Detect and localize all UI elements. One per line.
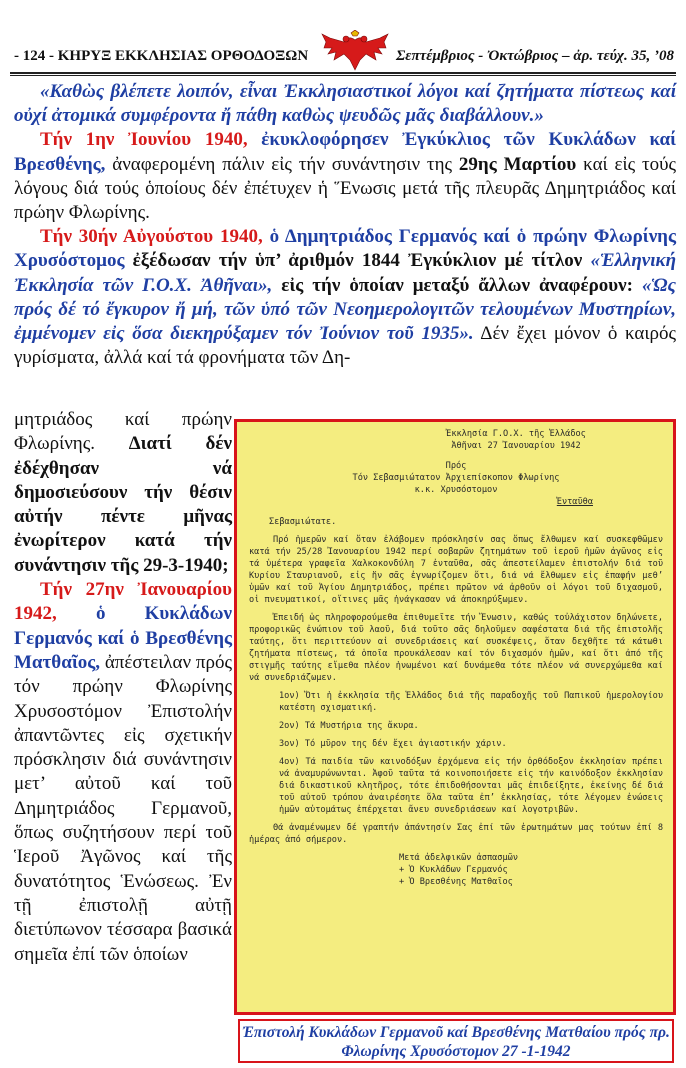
image-caption: Ἐπιστολή Κυκλάδων Γερμανοῦ καί Βρεσθένης Ματθαίου πρός πρ. Φλωρίνης Χρυσόστομον 27 -1-1942 <box>238 1019 674 1063</box>
sender-demetrias: ὁ Δημητριάδος Γερμανός καί ὁ πρώην Φλωρίνης Χρυσόστομος <box>14 226 676 272</box>
letter-point: 1ον) Ὅτι ἡ ἐκκλησία τῆς Ἑλλάδος διά τῆς παραδοχῆς τοῦ Παπικοῦ ἡμερολογίου κατέστη σχισματική. <box>279 691 663 713</box>
letter-date: Ἀθῆναι 27 Ἰανουαρίου 1942 <box>451 441 581 451</box>
scanned-letter-image <box>234 419 676 1015</box>
letter-paragraph: Ἐπειδή ὡς πληροφορούμεθα ἐπιθυμεῖτε τήν Ἕνωσιν, καθώς τοὐλάχιστον δηλώνετε, προφορικῶς ἐνώπιον τοῦ λαοῦ, διά τοῦτο σᾶς δηλοῦμεν σαφέστατα διά τῆς ἐπιστολῆς ταύτης, ὅτι περιττεύουν αἱ συνεδριάσεις καί συσκέψεις, ὅταν δεχθῆτε τά κάτωθι ζητήματα πίστεως, τά ὁποῖα προυκάλεσαν καί τόν διχασμόν ἡμῶν, καί ὅτι ἀπό τῆς στιγμῆς ταύτης εἴμεθα πλέον ἡνωμένοι καί δυνάμεθα τότε πλέον νά συνερχώμεθα καί νά συνεδριάζωμεν. <box>249 613 663 683</box>
sender-cyclades: ἐκυκλοφόρησεν Ἐγκύκλιος τῶν Κυκλάδων καί Βρεσθένης, <box>14 129 676 175</box>
paragraph-question <box>14 408 232 578</box>
paragraph-june-1940 <box>14 128 676 225</box>
article-body-left-column <box>14 408 232 967</box>
date-march: 29ης Μαρτίου <box>458 153 577 175</box>
letter-text <box>249 428 663 1006</box>
page-number: - 124 - <box>14 48 54 64</box>
letter-salutation: Σεβασμιώτατε. <box>269 517 337 527</box>
text-run: μητριάδος καί πρώην Φλωρίνης. <box>14 409 232 455</box>
double-headed-eagle-icon <box>320 30 390 72</box>
issue-info: Σεπτέμβριος - Ὀκτώβριος – ἀρ. τεύχ. 35, ’08 <box>396 48 674 64</box>
encyclical-quote: «Ὡς πρός δέ τό ἔγκυρον ἤ μή, τῶν ὑπό τῶν Νεοημερολογιτῶν τελουμένων Μυστηρίων, ἐμμένομεν εἰς ὅσα διεκηρύξαμεν τόν Ἰούνιον τοῦ 1935». <box>14 274 676 345</box>
journal-title: ΚΗΡΥΞ ΕΚΚΛΗΣΙΑΣ ΟΡΘΟΔΟΞΩΝ <box>57 48 309 64</box>
text-run: ἀπέστειλαν πρός τόν πρώην Φλωρίνης Χρυσοστόμον Ἐπιστολήν ἀπαντῶντες εἰς σχετικήν πρόσκλησιν διά συνάντησιν μετ’ αὐτοῦ καί τοῦ Δημητριάδος Γερμανοῦ, ὅπως συζητήσουν περί τοῦ Ἱεροῦ Ἀγῶνος καί τῆς δυνατότητος Ἑνώσεως. Ἐν τῇ ἐπιστολῇ αὐτῇ διετύπωνον τέσσαρα βασικά σημεῖα ἐπί τῶν ὁποίων <box>14 651 232 965</box>
letter-point: 2ον) Τά Μυστήρια της ἄκυρα. <box>279 721 419 731</box>
date-january-1942: Τήν 27ην Ἰανουαρίου 1942, <box>14 579 232 625</box>
letter-paragraph: Πρό ἡμερῶν καί ὅταν ἐλάβομεν πρόσκλησίν σας ὅπως ἔλθωμεν καί συσκεφθῶμεν κατά τήν 25/28 Ἰανουαρίου 1942 περί σοβαρῶν ζητημάτων τοῦ ἱεροῦ ἡμῶν ἀγῶνος εἰς τά ὑμέτερα γραφεῖα Χαλκοκονδύλη 7 ἐνταῦθα, σᾶς ἀπεστείλαμεν ἐπιστολήν διά τοῦ Κυρίου Σταυριανοῦ, εἰς ἥν σᾶς ἐγνωρίζομεν ὅτι, διά νά ἔλθωμεν εἰς ἐπαφήν μεθ’ ὑμῶν καί τοῦ Ἁγίου Δημητριάδος, πρέπει πρῶτον νά ἀρθοῦν οἱ λόγοι τοῦ διχασμοῦ, οἱ πνευματικοί, οἵτινες μᾶς ἠνάγκασαν νά ἀποκηρύξωμεν. <box>249 535 663 605</box>
text-run: ἀναφερομένη πάλιν εἰς τήν συνάντησιν της <box>112 153 453 175</box>
letter-regards: Μετά ἀδελφικῶν ἀσπασμῶν <box>399 853 518 863</box>
sender-cyclades-vresthena: ὁ Κυκλάδων Γερμανός καί ὁ Βρεσθένης Ματθαῖος, <box>14 603 232 673</box>
encyclical-title: «Ἑλληνική Ἐκκλησία τῶν Γ.Ο.Χ. Ἀθῆναι», <box>14 250 676 296</box>
text-run: ἐξέδωσαν τήν ὑπ’ ἀριθμόν 1844 Ἐγκύκλιον μέ τίτλον <box>132 250 583 272</box>
paragraph-january-1942 <box>14 578 232 967</box>
letter-to: Πρός <box>445 461 467 471</box>
text-run: καί εἰς τούς λόγους διά τούς ὁποίους δέν ἐπέτυχεν ἡ Ἕνωσις μετά τῆς πλευρᾶς Δημητριάδος καί πρώην Φλωρίνης. <box>14 153 677 224</box>
question-text: Διατί δέν ἐδέχθησαν νά δημοσιεύσουν τήν θέσιν αὐτήν πέντε μῆνας ἐνωρίτερον κατά τήν συνάντησιν τῆς 29-3-1940; <box>14 433 233 576</box>
page-header <box>0 0 686 76</box>
article-body-top <box>14 80 676 370</box>
letter-point: 4ον) Τά παιδία τῶν καινοδόξων ἐρχόμενα εἰς τήν ὀρθόδοξον ἐκκλησίαν πρέπει νά ἀναμυρώνωνται. Ἀφοῦ ταῦτα τά κοινοποιήσετε εἰς τήν καινόδοξον ἐκκλησίαν διά δικαστικοῦ κλητῆρος, τότε ἐπιδοθήσονται μᾶς ἐπιδείξητε, ἐκείνης δέ διά τοῦ αὐτοῦ τρόπου ἀναιρέσητε ὅλα ταῦτα ἐπ’ ἐκκλησίας, τότε λέγομεν ἐνώσεις ἡμῶν αὐτομάτως ἐπέρχεται ἄνευ συνεδριάσεων καί λογοτριβῶν. <box>279 757 663 815</box>
letter-point: 3ον) Τό μῦρον της δέν ἔχει ἁγιαστικήν χάριν. <box>279 739 507 749</box>
text-run: Δέν ἔχει μόνον ὁ καιρός γυρίσματα, ἀλλά καί τά φρονήματα τῶν Δη- <box>14 323 677 369</box>
letter-heading: Ἐκκλησία Γ.Ο.Χ. τῆς Ἑλλάδος <box>446 429 586 439</box>
letter-closing: Θά ἀναμένωμεν δέ γραπτήν ἀπάντησίν Σας ἐπί τῶν ἐρωτημάτων μας τούτων ἐπί 8 ἡμέρας ἀπό σήμερον. <box>249 823 663 845</box>
text-run: εἰς τήν ὁποίαν μεταξύ ἄλλων ἀναφέρουν: <box>281 274 633 296</box>
letter-signature: + Ὁ Κυκλάδων Γερμανός <box>399 865 508 875</box>
letter-recipient: Τόν Σεβασμιώτατον Ἀρχιεπίσκοπον Φλωρίνης <box>352 473 560 483</box>
letter-signature: + Ὁ Βρεσθένης Ματθαῖος <box>399 877 513 887</box>
quote-text: «Καθὼς βλέπετε λοιπόν, εἶναι Ἐκκλησιαστικοί λόγοι καί ζητήματα πίστεως καί οὐχί ἀτομικά συμφέροντα ἤ πάθη καθὼς ψευδῶς μᾶς διαβάλλουν.» <box>14 81 676 127</box>
letter-recipient-name: κ.κ. Χρυσόστομον <box>414 485 498 495</box>
header-rule <box>10 72 676 74</box>
paragraph-quote <box>14 80 676 128</box>
letter-location: Ἐνταῦθα <box>556 497 593 507</box>
header-rule-thin <box>10 75 676 76</box>
paragraph-august-1940 <box>14 225 676 370</box>
header-left <box>14 48 308 65</box>
date-august-1940: Τήν 30ήν Αὐγούστου 1940, <box>40 226 263 248</box>
date-june-1940: Τήν 1ην Ἰουνίου 1940, <box>40 129 248 151</box>
